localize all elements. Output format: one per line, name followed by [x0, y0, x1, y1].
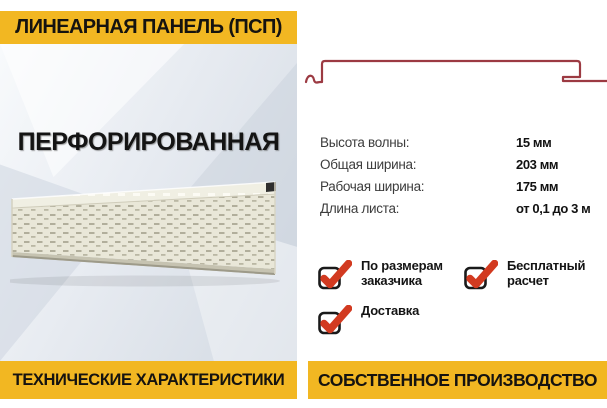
panel-type-caption: ПЕРФОРИРОВАННАЯ [17, 128, 280, 156]
spec-label: Рабочая ширина: [320, 178, 425, 194]
spec-row [320, 131, 605, 153]
spec-row [320, 197, 605, 219]
spec-row [320, 153, 605, 175]
own-production-label: СОБСТВЕННОЕ ПРОИЗВОДСТВО [317, 369, 598, 390]
spec-table [320, 131, 605, 219]
product-title-banner [0, 11, 297, 44]
perforated-panel-image [10, 175, 286, 289]
own-production-banner [308, 361, 607, 399]
panel-profile-icon [304, 30, 607, 92]
feature-item [464, 258, 603, 291]
product-title: ЛИНЕАРНАЯ ПАНЕЛЬ (ПСП) [15, 16, 282, 38]
product-photo-area [0, 44, 297, 361]
spec-value: от 0,1 до 3 м [516, 200, 591, 216]
feature-label: По размерам заказчика [361, 258, 443, 289]
spec-label: Длина листа: [320, 200, 400, 216]
spec-value: 15 мм [516, 134, 552, 150]
checkbox-check-icon [464, 260, 498, 291]
tech-specs-banner [0, 361, 297, 399]
checkbox-check-icon [318, 260, 352, 291]
spec-row [320, 175, 605, 197]
feature-list [318, 258, 603, 336]
spec-value: 203 мм [516, 156, 559, 172]
tech-specs-label: ТЕХНИЧЕСКИЕ ХАРАКТЕРИСТИКИ [12, 370, 285, 389]
spec-label: Общая ширина: [320, 156, 417, 172]
left-column [0, 0, 297, 408]
feature-item [318, 258, 464, 291]
spec-value: 175 мм [516, 178, 559, 194]
spec-label: Высота волны: [320, 134, 410, 150]
feature-item [318, 303, 464, 336]
checkbox-check-icon [318, 305, 352, 336]
feature-label: Бесплатный расчет [507, 258, 586, 289]
feature-label: Доставка [361, 303, 420, 318]
right-column [304, 0, 607, 408]
